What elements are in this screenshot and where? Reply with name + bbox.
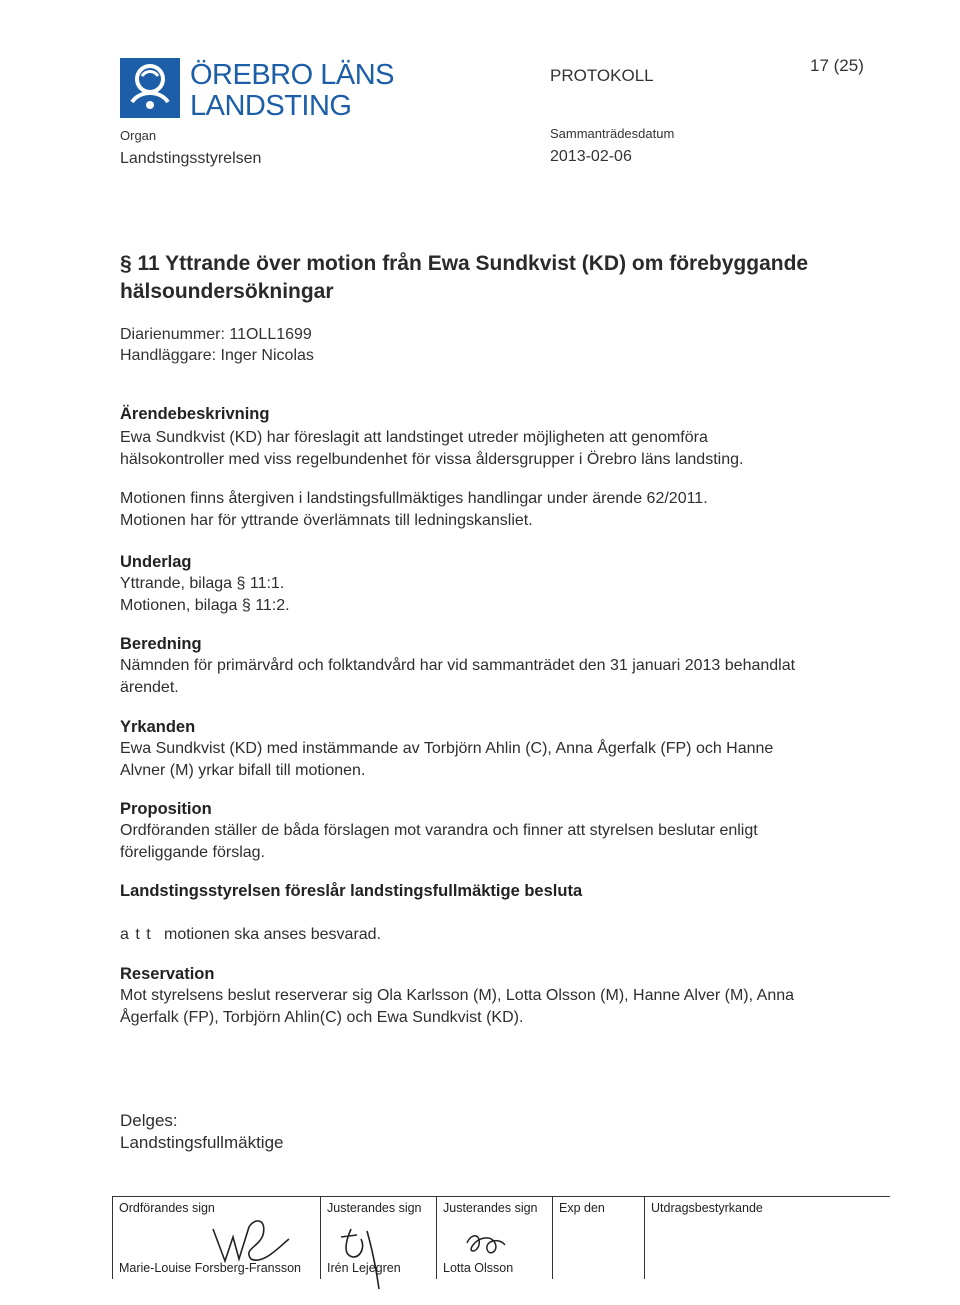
date-label: Sammanträdesdatum [550,126,675,141]
arende-line2: hälsokontroller med viss regelbundenhet för vissa åldersgrupper i Örebro läns landsting. [120,451,744,468]
signature-cell-ordforande [112,1197,321,1279]
title-line2: hälsoundersökningar [120,280,334,303]
yrkanden-heading: Yrkanden [120,718,196,736]
delges-block [120,1110,890,1154]
yrkanden-text [120,738,890,782]
beredning-line1: Nämnden för primärvård och folktandvård har vid sammanträdet den 31 januari 2013 behandlat [120,657,796,674]
organization-name [190,60,394,122]
proposition-text [120,820,890,864]
signature-cell-exp [552,1197,645,1279]
att-word: a t t [120,926,152,943]
att-clause [120,924,890,946]
proposition-line2: föreliggande förslag. [120,844,265,861]
underlag-line1: Yttrande, bilaga § 11:1. [120,575,285,592]
signature-cell-justerare2 [436,1197,553,1279]
signature-cell-justerare1 [320,1197,437,1279]
delges-value: Landstingsfullmäktige [120,1133,284,1152]
organ-value: Landstingsstyrelsen [120,150,262,167]
signature-cell-utdrag [644,1197,891,1279]
page-number: 17 (25) [810,56,864,75]
yrkanden-line1: Ewa Sundkvist (KD) med instämmande av Torbjörn Ahlin (C), Anna Ågerfalk (FP) och Hanne [120,740,774,757]
motion-line1: Motionen finns återgiven i landstingsfullmäktiges handlingar under ärende 62/2011. [120,490,708,507]
underlag-heading: Underlag [120,553,192,571]
motion-line2: Motionen har för yttrande överlämnats till ledningskansliet. [120,512,533,529]
att-text: motionen ska anses besvarad. [164,926,382,943]
date-value: 2013-02-06 [550,148,632,165]
org-name-line2: LANDSTING [190,90,352,122]
diarienummer: Diarienummer: 11OLL1699 [120,326,312,343]
signature-table [112,1196,890,1279]
underlag-line2: Motionen, bilaga § 11:2. [120,597,290,614]
arende-heading: Ärendebeskrivning [120,405,270,423]
yrkanden-line2: Alvner (M) yrkar bifall till motionen. [120,762,366,779]
delges-label: Delges: [120,1111,178,1130]
beredning-line2: ärendet. [120,679,179,696]
justerare2-name: Lotta Olsson [443,1261,514,1275]
justerare2-sign-label: Justerandes sign [443,1201,538,1215]
page-title [120,250,900,306]
proposition-line1: Ordföranden ställer de båda förslagen mot varandra och finner att styrelsen beslutar enligt [120,822,758,839]
justerare1-sign-label: Justerandes sign [327,1201,422,1215]
handlaggare: Handläggare: Inger Nicolas [120,347,314,364]
justerare1-name: Irén Lejegren [327,1261,401,1275]
underlag-text [120,573,890,617]
ordforande-sign-label: Ordförandes sign [119,1201,215,1215]
utdragsbestyrkande-label: Utdragsbestyrkande [651,1201,763,1215]
reservation-line1: Mot styrelsens beslut reserverar sig Ola Karlsson (M), Lotta Olsson (M), Hanne Alver (M), Anna [120,987,795,1004]
arende-text [120,427,890,471]
handwritten-signature-icon [331,1209,391,1299]
motion-text [120,488,890,532]
reservation-heading: Reservation [120,965,215,983]
org-name-line1: ÖREBRO LÄNS [190,59,394,91]
reservation-text [120,985,890,1029]
landsting-logo-icon [120,58,180,118]
document-type: PROTOKOLL [550,66,654,85]
ordforande-name: Marie-Louise Forsberg-Fransson [119,1261,302,1275]
arende-line1: Ewa Sundkvist (KD) har föreslagit att landstinget utreder möjligheten att genomföra [120,429,708,446]
forslag-heading: Landstingsstyrelsen föreslår landstingsfullmäktige besluta [120,882,583,900]
beredning-text [120,655,890,699]
beredning-heading: Beredning [120,635,202,653]
reservation-line2: Ågerfalk (FP), Torbjörn Ahlin(C) och Ewa Sundkvist (KD). [120,1009,524,1026]
organ-label: Organ [120,128,157,143]
exp-den-label: Exp den [559,1201,605,1215]
logo-emblem-icon [120,58,180,118]
proposition-heading: Proposition [120,800,212,818]
title-line1: § 11 Yttrande över motion från Ewa Sundkvist (KD) om förebyggande [120,252,809,275]
